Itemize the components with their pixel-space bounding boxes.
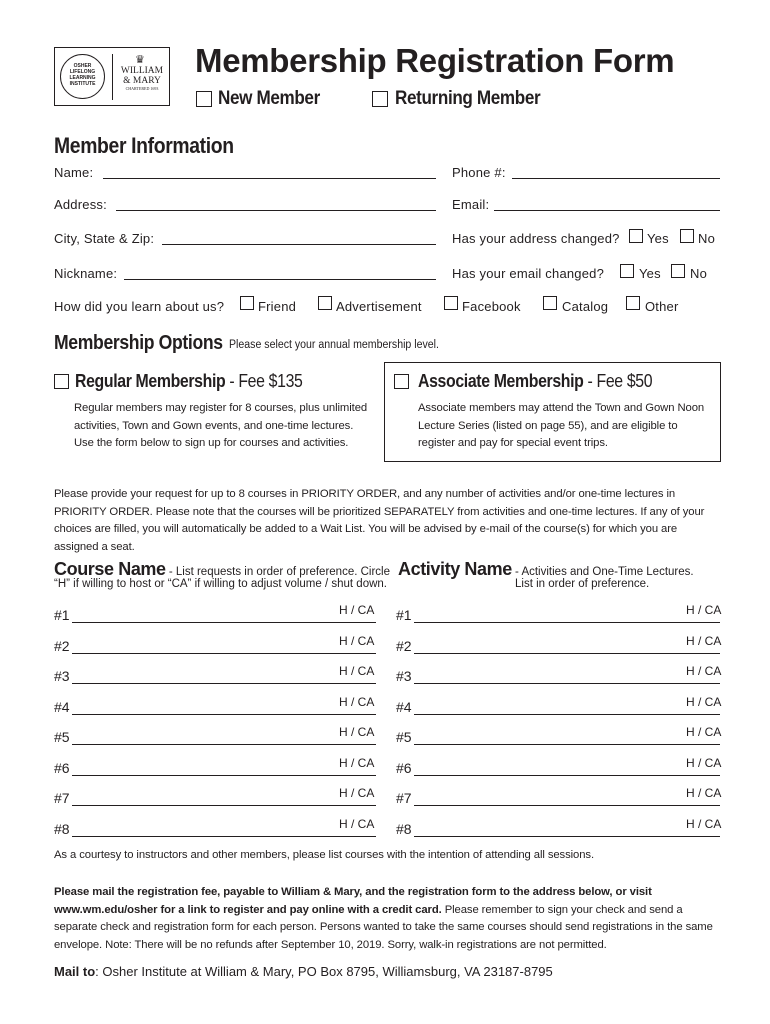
logo: [54, 47, 170, 106]
activity-row-number: #4: [396, 698, 412, 715]
course-name-field[interactable]: [72, 836, 376, 837]
email-changed-no-label: No: [690, 266, 708, 281]
regular-membership-title: Regular Membership - Fee $135: [75, 371, 303, 391]
activity-row-number: #2: [396, 637, 412, 654]
phone-label: Phone #:: [452, 165, 506, 180]
source-advertisement-checkbox[interactable]: [318, 296, 332, 310]
course-row-number: #8: [54, 820, 70, 837]
osher-text: OSHER LIFELONG LEARNING INSTITUTE: [69, 63, 96, 87]
email-changed-label: Has your email changed?: [452, 266, 605, 281]
membership-heading: Membership Options: [54, 332, 223, 354]
activity-host-ca-option[interactable]: H / CA: [686, 816, 722, 831]
course-row-number: #2: [54, 637, 70, 654]
address-field[interactable]: [116, 210, 436, 211]
courtesy-note: As a courtesy to instructors and other members, please list courses with the intention of attending all sessions.: [54, 849, 595, 861]
associate-membership-description: Associate members may attend the Town and Gown Noon Lecture Series (listed on page 55), and are eligible to register and pay for special event trips.: [418, 402, 705, 449]
nickname-field[interactable]: [124, 279, 436, 280]
email-field[interactable]: [494, 210, 720, 211]
associate-membership-title: Associate Membership - Fee $50: [418, 371, 653, 391]
course-row-number: #4: [54, 698, 70, 715]
membership-subheading: Please select your annual membership level.: [229, 339, 439, 351]
regular-membership-checkbox[interactable]: [54, 374, 69, 389]
learn-label: How did you learn about us?: [54, 299, 225, 314]
member-info-heading: Member Information: [54, 133, 234, 158]
course-host-ca-option[interactable]: H / CA: [339, 633, 375, 648]
city-field[interactable]: [162, 244, 436, 245]
course-name-field[interactable]: [72, 622, 376, 623]
course-name-field[interactable]: [72, 744, 376, 745]
activity-row-number: #8: [396, 820, 412, 837]
priority-instructions: Please provide your request for up to 8 courses in PRIORITY ORDER, and any number of activities and/or one-time lectures in PRIORITY ORDER. Please note that the courses will be prioritized SEPARATELY from activities and one-time lectures. If any of your choices are filled, you will automatically be added to a Wait List. You will be advised by e-mail of the course(s) for which you are assigned a seat.: [54, 488, 705, 553]
course-host-ca-option[interactable]: H / CA: [339, 603, 375, 617]
activity-row-number: #3: [396, 668, 412, 684]
source-friend-label: Friend: [258, 299, 297, 314]
email-changed-yes-checkbox[interactable]: [620, 264, 634, 278]
address-changed-no-label: No: [698, 231, 716, 246]
course-name-field[interactable]: [72, 714, 376, 715]
regular-membership-description: Regular members may register for 8 courses, plus unlimited activities, Town and Gown events, and one-time lectures. Use the form below to sign up for courses and activities.: [74, 402, 368, 449]
activity-note: List in order of preference.: [515, 578, 650, 590]
course-row-number: #3: [54, 668, 70, 684]
email-changed-no-checkbox[interactable]: [671, 264, 685, 278]
address-changed-label: Has your address changed?: [452, 231, 620, 246]
source-catalog-checkbox[interactable]: [543, 296, 557, 310]
name-label: Name:: [54, 165, 94, 180]
source-other-checkbox[interactable]: [626, 296, 640, 310]
activity-name-field[interactable]: [414, 622, 720, 623]
activity-name-field[interactable]: [414, 775, 720, 776]
activity-host-ca-option[interactable]: H / CA: [686, 664, 722, 678]
nickname-label: Nickname:: [54, 266, 118, 281]
course-name-field[interactable]: [72, 805, 376, 806]
address-label: Address:: [54, 197, 107, 212]
course-heading: Course Name - List requests in order of preference. Circle: [54, 559, 391, 579]
source-other-label: Other: [645, 299, 679, 314]
source-advertisement-label: Advertisement: [336, 299, 422, 314]
name-field[interactable]: [103, 178, 436, 179]
activity-name-field[interactable]: [414, 836, 720, 837]
activity-name-field[interactable]: [414, 653, 720, 654]
activity-name-field[interactable]: [414, 683, 720, 684]
wm-text: WILLIAM & MARY CHARTERED 1693: [120, 66, 164, 91]
course-host-ca-option[interactable]: H / CA: [339, 755, 375, 770]
address-changed-no-checkbox[interactable]: [680, 229, 694, 243]
activity-host-ca-option[interactable]: H / CA: [686, 725, 722, 739]
activity-name-field[interactable]: [414, 714, 720, 715]
city-label: City, State & Zip:: [54, 231, 155, 246]
new-member-label: New Member: [218, 88, 320, 109]
form-title: Membership Registration Form: [195, 42, 675, 79]
course-row-number: #6: [54, 759, 70, 776]
source-facebook-checkbox[interactable]: [444, 296, 458, 310]
activity-host-ca-option[interactable]: H / CA: [686, 786, 722, 800]
crest-icon: ♛: [135, 54, 145, 66]
activity-row-number: #1: [396, 607, 412, 623]
activity-name-field[interactable]: [414, 805, 720, 806]
associate-membership-checkbox[interactable]: [394, 374, 409, 389]
course-name-field[interactable]: [72, 653, 376, 654]
activity-name-field[interactable]: [414, 744, 720, 745]
mail-instructions: Please mail the registration fee, payable to William & Mary, and the registration form to the address below, or visit www.wm.edu/osher for a link to register and pay online with a credit card. Please remember to sign your check and send a separate check and registration form for each person. Persons wanted to take the same courses should send registrations in the same envelope. Note: There will be no refunds after September 10, 2019. Sorry, walk-in registrations are not permitted.: [54, 886, 713, 951]
source-friend-checkbox[interactable]: [240, 296, 254, 310]
returning-member-checkbox[interactable]: [372, 91, 388, 107]
email-changed-yes-label: Yes: [639, 266, 661, 281]
course-name-field[interactable]: [72, 775, 376, 776]
course-host-ca-option[interactable]: H / CA: [339, 786, 375, 800]
course-note: “H” if willing to host or “CA” if willing to adjust volume / shut down.: [54, 578, 387, 590]
phone-field[interactable]: [512, 178, 720, 179]
activity-row-number: #7: [396, 790, 412, 806]
activity-host-ca-option[interactable]: H / CA: [686, 603, 722, 617]
course-row-number: #5: [54, 729, 70, 745]
mail-to-line: Mail to: Osher Institute at William & Mary, PO Box 8795, Williamsburg, VA 23187-8795: [54, 964, 553, 979]
returning-member-label: Returning Member: [395, 88, 541, 109]
address-changed-yes-checkbox[interactable]: [629, 229, 643, 243]
activity-host-ca-option[interactable]: H / CA: [686, 694, 722, 709]
course-host-ca-option[interactable]: H / CA: [339, 694, 375, 709]
course-host-ca-option[interactable]: H / CA: [339, 664, 375, 678]
source-catalog-label: Catalog: [562, 299, 609, 314]
new-member-checkbox[interactable]: [196, 91, 212, 107]
course-row-number: #7: [54, 790, 70, 806]
activity-host-ca-option[interactable]: H / CA: [686, 755, 722, 770]
course-host-ca-option[interactable]: H / CA: [339, 725, 375, 739]
source-facebook-label: Facebook: [462, 299, 521, 314]
address-changed-yes-label: Yes: [647, 231, 669, 246]
activity-heading: Activity Name - Activities and One-Time Lectures.: [398, 559, 694, 579]
activity-row-number: #6: [396, 759, 412, 776]
course-row-number: #1: [54, 607, 70, 623]
logo-divider: [112, 54, 113, 100]
course-name-field[interactable]: [72, 683, 376, 684]
email-label: Email:: [452, 197, 490, 212]
activity-host-ca-option[interactable]: H / CA: [686, 633, 722, 648]
course-host-ca-option[interactable]: H / CA: [339, 816, 375, 831]
activity-row-number: #5: [396, 729, 412, 745]
